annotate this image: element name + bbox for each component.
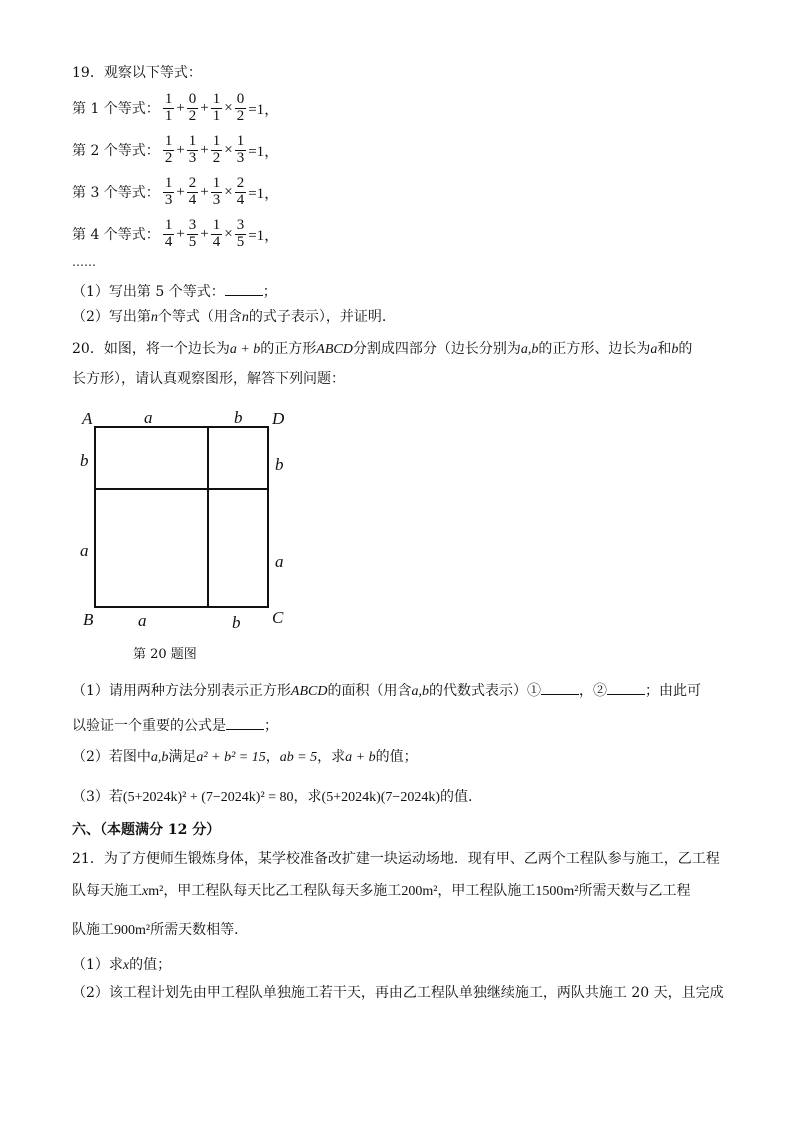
q21-p1-b: 的值； bbox=[129, 957, 172, 973]
q20-p2-c: ， bbox=[265, 749, 280, 765]
left-a-label: a bbox=[80, 541, 89, 560]
q20-p3-b: ，求 bbox=[293, 789, 322, 805]
q20-intro-abcd: ABCD bbox=[316, 342, 353, 357]
numerator: 1 bbox=[188, 133, 197, 149]
q20-p1-ab: a,b bbox=[411, 684, 429, 699]
q20-part1-line1 bbox=[72, 682, 701, 699]
denominator: 3 bbox=[188, 149, 197, 166]
q19-part2 bbox=[72, 310, 386, 325]
denominator: 4 bbox=[188, 191, 197, 208]
denominator: 1 bbox=[212, 107, 221, 124]
times-sign: × bbox=[224, 225, 233, 242]
denominator: 3 bbox=[236, 149, 245, 166]
q21-line3-b: 所需天数相等． bbox=[150, 922, 249, 938]
vertex-b: B bbox=[83, 610, 94, 629]
denominator: 2 bbox=[212, 149, 221, 166]
q19-ellipsis: …… bbox=[72, 255, 96, 269]
equation-label: 第 2 个等式： bbox=[72, 143, 160, 160]
plus-sign: + bbox=[176, 183, 185, 200]
q19-equation-row bbox=[72, 134, 280, 167]
numerator: 1 bbox=[212, 91, 221, 107]
q20-p3-expr1: (5+2024k)² + (7−2024k)² = 80 bbox=[122, 790, 294, 805]
q20-p1-c: 的代数式表示）① bbox=[428, 683, 541, 699]
fraction bbox=[235, 176, 247, 209]
q20-p1-a: （1）请用两种方法分别表示正方形 bbox=[72, 683, 291, 699]
numerator: 1 bbox=[212, 133, 221, 149]
q20-p2-d: ，求 bbox=[317, 749, 346, 765]
fraction bbox=[187, 176, 199, 209]
denominator: 4 bbox=[212, 233, 221, 250]
q20-intro-c: 分割成四部分（边长分别为 bbox=[352, 341, 521, 357]
q19-part2-n2: n bbox=[241, 310, 249, 325]
denominator: 1 bbox=[164, 107, 173, 124]
numerator: 3 bbox=[236, 217, 245, 233]
bottom-b-label: b bbox=[232, 613, 241, 632]
q20-part2 bbox=[72, 750, 418, 765]
plus-sign: + bbox=[200, 183, 209, 200]
denominator: 4 bbox=[164, 233, 173, 250]
q21-line3-v: 900m² bbox=[114, 923, 151, 938]
q19-part1-text: （1）写出第 5 个等式： bbox=[72, 284, 225, 300]
plus-sign: + bbox=[176, 225, 185, 242]
q19-equation-row bbox=[72, 176, 280, 209]
q20-intro-a: 20．如图，将一个边长为 bbox=[72, 341, 230, 357]
q21-part1 bbox=[72, 958, 171, 973]
fraction bbox=[235, 92, 247, 125]
q21-line2-x: x bbox=[142, 884, 149, 899]
q21-p1-x: x bbox=[122, 958, 130, 973]
equals-one: =1， bbox=[248, 227, 280, 244]
numerator: 2 bbox=[236, 175, 245, 191]
denominator: 2 bbox=[164, 149, 173, 166]
numerator: 0 bbox=[236, 91, 245, 107]
q20-p1-line2-tail: ； bbox=[264, 718, 278, 734]
q20-p1-abcd: ABCD bbox=[290, 684, 328, 699]
bottom-a-label: a bbox=[138, 611, 147, 630]
plus-sign: + bbox=[176, 99, 185, 116]
q20-part3 bbox=[72, 790, 472, 805]
fraction bbox=[187, 92, 199, 125]
q20-intro-d: 的正方形、边长为 bbox=[538, 341, 651, 357]
left-b-label: b bbox=[80, 451, 89, 470]
q21-line2-b: ，甲工程队每天比乙工程队每天多施工 bbox=[163, 883, 402, 899]
fraction bbox=[211, 176, 223, 209]
numerator: 1 bbox=[212, 175, 221, 191]
q20-intro-ab: a,b bbox=[520, 342, 539, 357]
fraction bbox=[211, 92, 223, 125]
q20-p1-b: 的面积（用含 bbox=[327, 683, 412, 699]
q19-part1-blank[interactable] bbox=[225, 283, 263, 296]
q21-p1-a: （1）求 bbox=[72, 957, 123, 973]
q21-line2 bbox=[72, 884, 691, 899]
equation-label: 第 1 个等式： bbox=[72, 101, 160, 118]
q20-p2-ab: a,b bbox=[150, 750, 169, 765]
q20-p3-expr2: (5+2024k)(7−2024k) bbox=[321, 790, 440, 805]
q21-line2-c: ，甲工程队施工 bbox=[437, 883, 536, 899]
vertex-c: C bbox=[272, 608, 284, 627]
denominator: 2 bbox=[188, 107, 197, 124]
denominator: 3 bbox=[164, 191, 173, 208]
q20-intro-a-var: a bbox=[650, 342, 658, 357]
fraction bbox=[211, 218, 223, 251]
fraction bbox=[211, 134, 223, 167]
q20-p1-blank2[interactable] bbox=[607, 682, 645, 695]
q20-p1-blank3[interactable] bbox=[226, 717, 264, 730]
plus-sign: + bbox=[200, 141, 209, 158]
vertex-d: D bbox=[272, 409, 285, 428]
right-b-label: b bbox=[275, 455, 284, 474]
q20-intro-e: 和 bbox=[657, 341, 672, 357]
fraction bbox=[187, 218, 199, 251]
top-a-label: a bbox=[144, 408, 153, 427]
q19-heading: 19．观察以下等式： bbox=[72, 65, 202, 81]
q20-intro-b: 的正方形 bbox=[260, 341, 317, 357]
q20-part1-line2 bbox=[72, 717, 278, 733]
q19-part2-c: 的式子表示），并证明. bbox=[248, 309, 387, 325]
q19-part1-tail: ； bbox=[262, 284, 277, 300]
numerator: 1 bbox=[164, 217, 173, 233]
square-abcd-outline bbox=[95, 427, 268, 607]
q19-part2-a: （2）写出第 bbox=[72, 309, 151, 325]
numerator: 1 bbox=[236, 133, 245, 149]
plus-sign: + bbox=[200, 225, 209, 242]
fraction bbox=[163, 176, 175, 209]
equals-one: =1， bbox=[248, 185, 280, 202]
q20-p2-expr1: a² + b² = 15 bbox=[196, 750, 266, 765]
q21-line2-d: 所需天数与乙工程 bbox=[578, 883, 691, 899]
numerator: 1 bbox=[164, 175, 173, 191]
numerator: 3 bbox=[188, 217, 197, 233]
times-sign: × bbox=[224, 183, 233, 200]
q20-p2-expr3: a + b bbox=[345, 750, 376, 765]
q20-p2-e: 的值； bbox=[375, 749, 418, 765]
q20-intro-f: 的 bbox=[678, 341, 693, 357]
q20-intro-line1 bbox=[72, 342, 692, 357]
q20-p2-a: （2）若图中 bbox=[72, 749, 151, 765]
q20-p3-a: （3）若 bbox=[72, 789, 123, 805]
q19-part2-n: n bbox=[150, 310, 158, 325]
q20-p2-b: 满足 bbox=[168, 749, 197, 765]
q21-line2-unit: m² bbox=[148, 884, 164, 899]
q20-p1-line2-text: 以验证一个重要的公式是 bbox=[72, 718, 226, 734]
q20-intro-b-var: b bbox=[671, 342, 679, 357]
q21-line1: 21．为了方便师生锻炼身体，某学校准备改扩建一块运动场地．现有甲、乙两个工程队参与施工，乙工程 bbox=[72, 851, 720, 867]
fraction bbox=[187, 134, 199, 167]
q21-line3-a: 队施工 bbox=[72, 922, 114, 938]
q20-p1-d: ，② bbox=[578, 683, 607, 699]
plus-sign: + bbox=[176, 141, 185, 158]
denominator: 4 bbox=[236, 191, 245, 208]
q20-intro-expr: a + b bbox=[229, 342, 261, 357]
section6-heading: 六、（本题满分 12 分） bbox=[72, 822, 221, 838]
equation-label: 第 4 个等式： bbox=[72, 227, 160, 244]
q20-intro-line2: 长方形），请认真观察图形，解答下列问题： bbox=[72, 371, 345, 387]
q20-p1-e: ；由此可 bbox=[644, 683, 701, 699]
fraction bbox=[235, 134, 247, 167]
numerator: 1 bbox=[164, 133, 173, 149]
numerator: 0 bbox=[188, 91, 197, 107]
q19-part1 bbox=[72, 283, 277, 299]
q21-line2-v1: 200m² bbox=[401, 884, 438, 899]
denominator: 2 bbox=[236, 107, 245, 124]
equals-one: =1， bbox=[248, 143, 280, 160]
denominator: 3 bbox=[212, 191, 221, 208]
equals-one: =1， bbox=[248, 101, 280, 118]
q20-p3-c: 的值. bbox=[440, 789, 473, 805]
q21-line2-v2: 1500m² bbox=[535, 884, 579, 899]
fraction bbox=[163, 92, 175, 125]
fraction bbox=[163, 218, 175, 251]
numerator: 1 bbox=[164, 91, 173, 107]
q21-line2-a: 队每天施工 bbox=[72, 883, 142, 899]
vertex-a: A bbox=[82, 409, 93, 428]
q19-part2-b: 个等式（用含 bbox=[157, 309, 242, 325]
q21-part2: （2）该工程计划先由甲工程队单独施工若干天，再由乙工程队单独继续施工，两队共施工 20 天，且完成 bbox=[72, 985, 724, 1001]
fraction bbox=[163, 134, 175, 167]
right-a-label: a bbox=[275, 552, 284, 571]
top-b-label: b bbox=[234, 408, 243, 427]
plus-sign: + bbox=[200, 99, 209, 116]
q19-equation-row bbox=[72, 92, 280, 125]
numerator: 2 bbox=[188, 175, 197, 191]
fraction bbox=[235, 218, 247, 251]
figure-caption: 第 20 题图 bbox=[133, 647, 197, 662]
q21-line3 bbox=[72, 923, 248, 938]
times-sign: × bbox=[224, 141, 233, 158]
q20-p1-blank1[interactable] bbox=[541, 682, 579, 695]
denominator: 5 bbox=[236, 233, 245, 250]
q19-equation-row bbox=[72, 218, 280, 251]
q20-p2-expr2: ab = 5 bbox=[279, 750, 318, 765]
times-sign: × bbox=[224, 99, 233, 116]
denominator: 5 bbox=[188, 233, 197, 250]
equation-label: 第 3 个等式： bbox=[72, 185, 160, 202]
numerator: 1 bbox=[212, 217, 221, 233]
